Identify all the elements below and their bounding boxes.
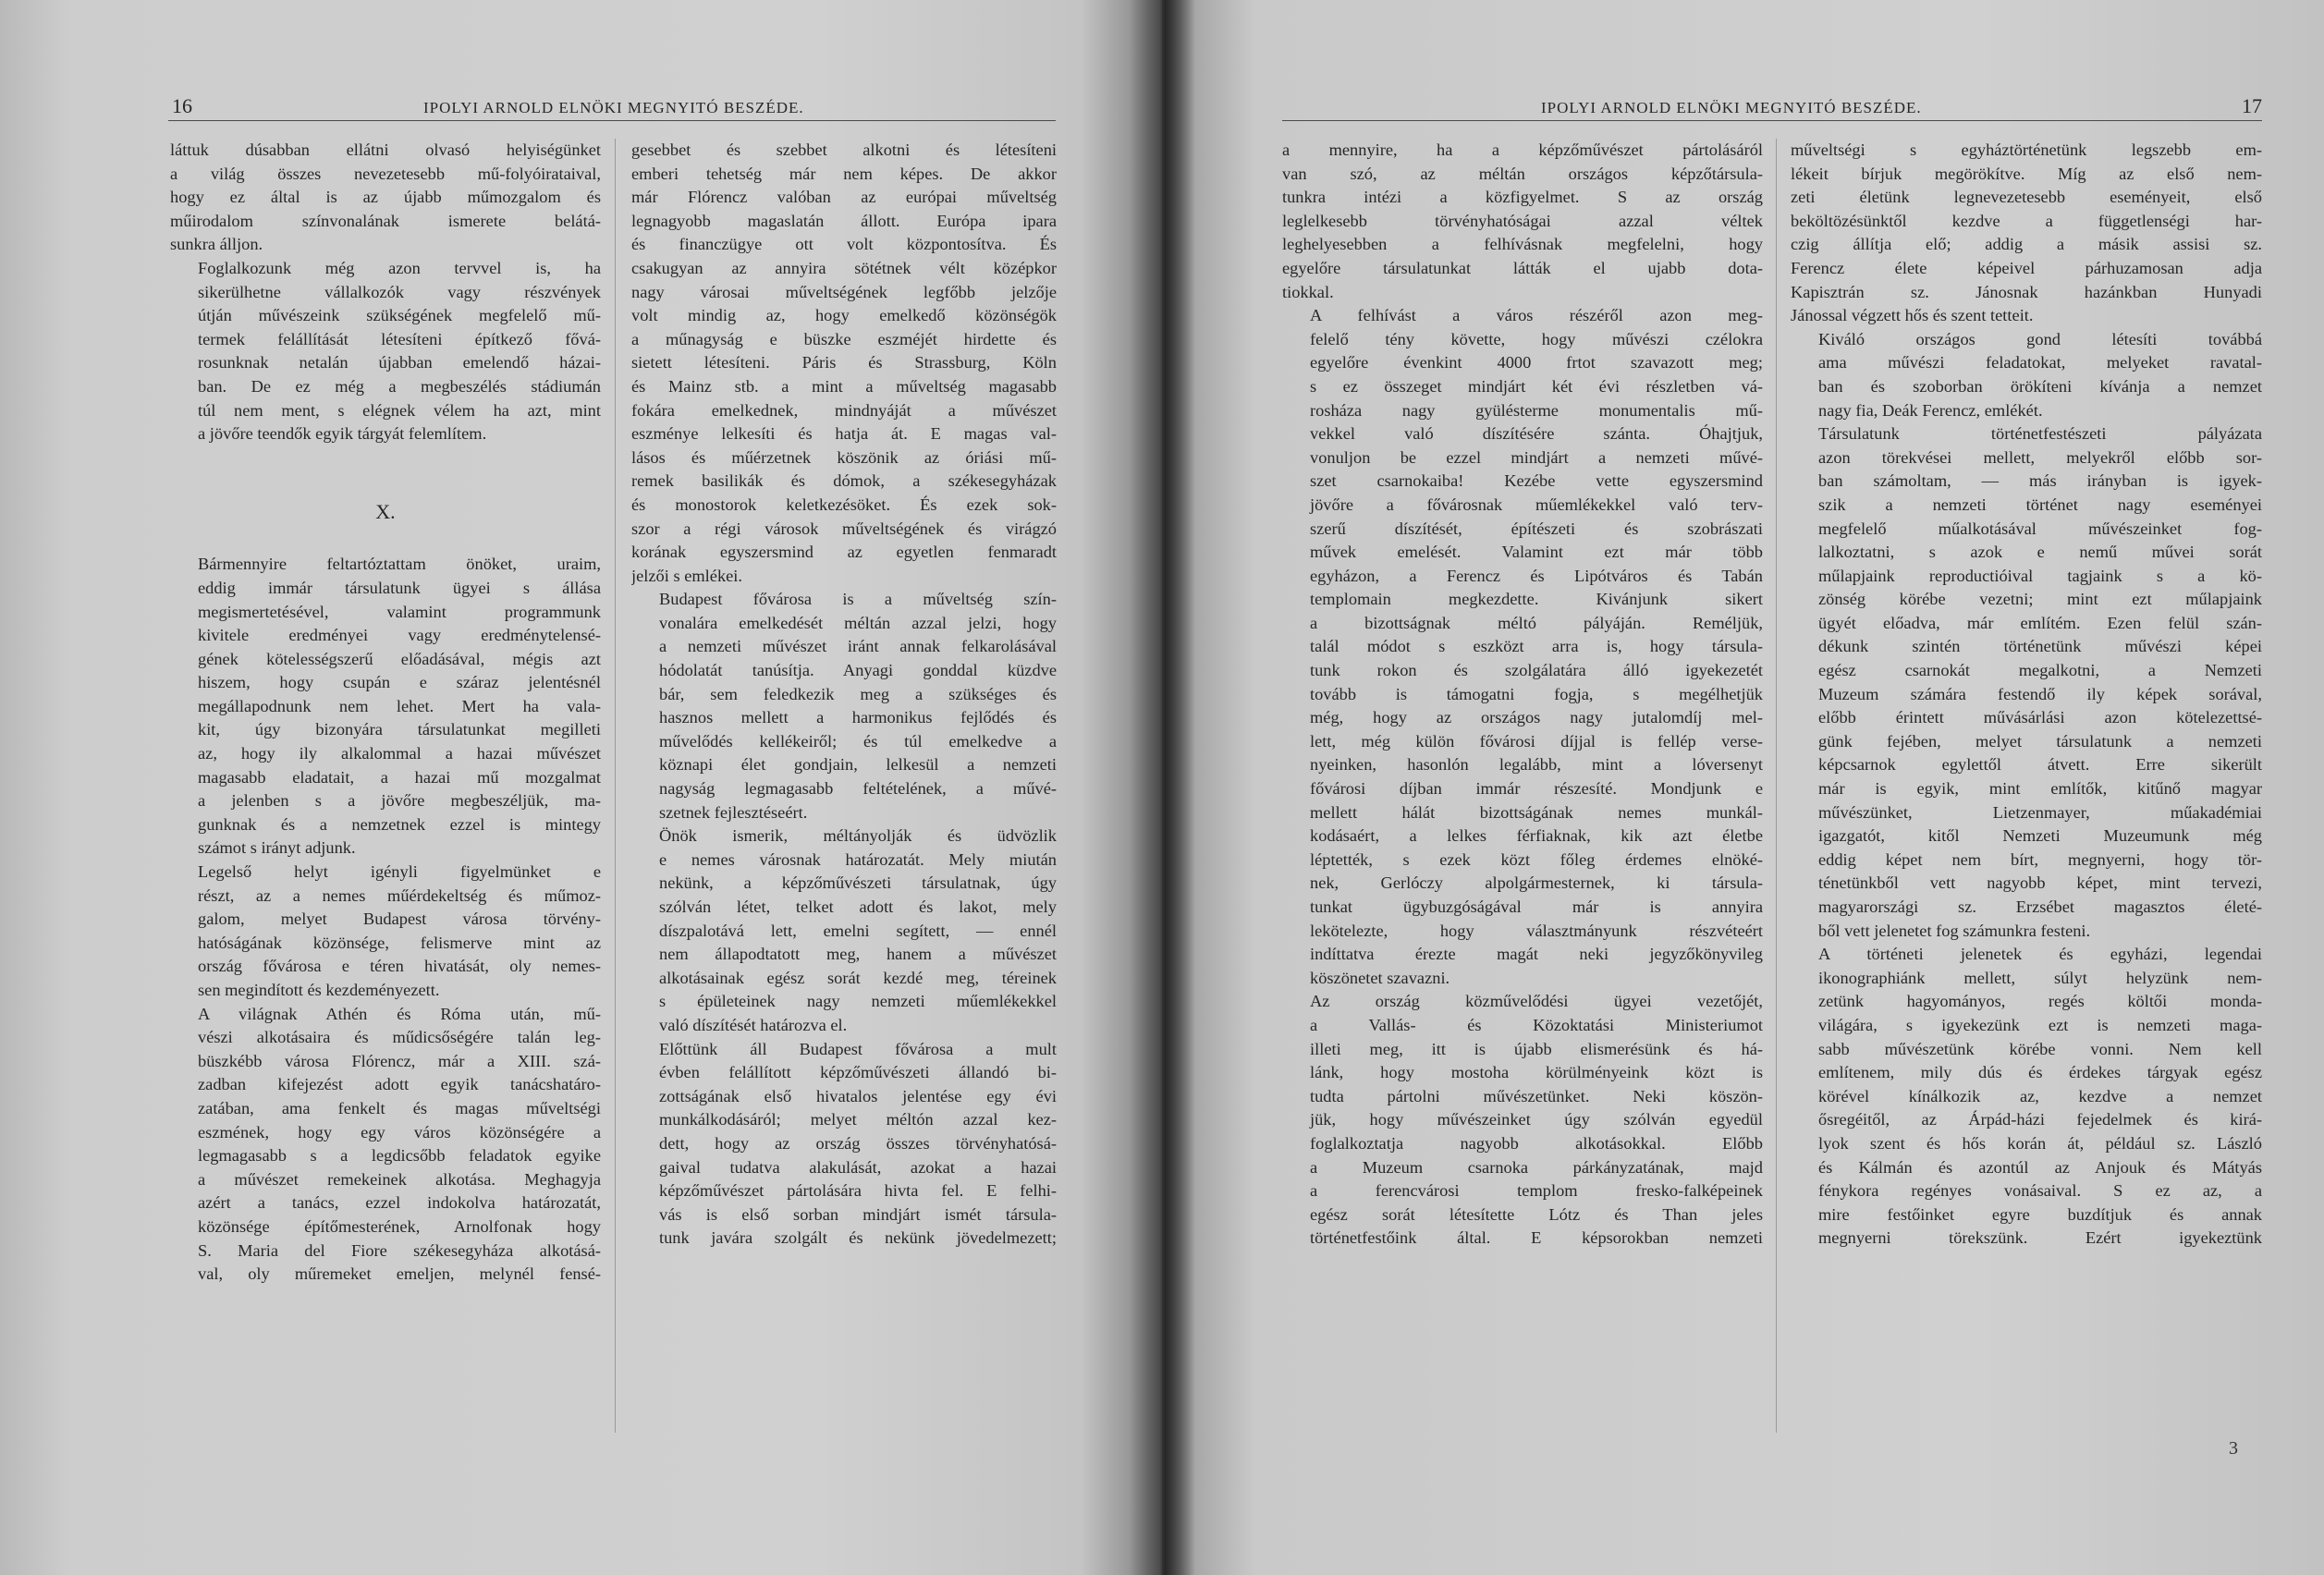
text-line: Ferencz élete képeivel párhuzamosan adja	[1791, 258, 2262, 277]
text-line: sen megindított és kezdeményezett.	[198, 981, 440, 999]
text-line: nyeinken, hasonlón legalább, mint a lóversenyt	[1310, 755, 1763, 775]
right-page-header	[1541, 94, 2262, 116]
text-line: a Muzeum csarnoka párkányzatának, majd	[1310, 1157, 1763, 1177]
text-line: lett, még külön fővárosi díjjal is fellép verse-	[1310, 731, 1763, 751]
text-line: mellett hálát bizottságának nemes munkál-	[1310, 802, 1763, 822]
text-line: nem állapodtatott meg, hanem a művészet	[659, 945, 1057, 964]
left-page-header	[172, 94, 1059, 116]
text-line: és Mainz stb. a mint a műveltség magasabb	[631, 376, 1057, 396]
text-line: vonuljon be ezzel mindjárt a nemzeti művé-	[1310, 447, 1763, 467]
text-line: dékunk szintén történetünk művészi képei	[1818, 637, 2262, 656]
text-line: Budapest fővárosa is a műveltség szín-	[659, 590, 1057, 609]
text-line: hódolatát tanúsítja. Anyagi gonddal küzdve	[659, 661, 1057, 680]
text-line: magyarországi sz. Erzsébet magasztos életé-	[1818, 897, 2262, 916]
text-line: egész sorát létesítette Lótz és Than jeles	[1310, 1204, 1763, 1224]
text-line: legnagyobb magaslatán állott. Európa ipara	[631, 211, 1057, 230]
right-column-2	[1791, 139, 2262, 1251]
text-line: eszmének, hogy egy város közönségére a	[198, 1122, 601, 1142]
section-heading: X.	[375, 499, 396, 523]
text-line: világára, s igyekezünk ezt is nemzeti maga-	[1818, 1015, 2262, 1034]
text-line: ügyét előadva, már említém. Ezen felül szán-	[1818, 613, 2262, 632]
text-line: illeti meg, itt is újabb elismerésünk és há-	[1310, 1039, 1763, 1058]
text-line: val, oly műremeket emeljen, melynél fensé-	[198, 1264, 601, 1284]
text-line: lyok szent és hős korán át, például sz. László	[1818, 1133, 2262, 1153]
text-line: büszkébb városa Flórencz, már a XIII. szá-	[198, 1051, 601, 1070]
text-line: vészi alkotásaira és műdicsőségére talán leg-	[198, 1028, 601, 1047]
text-line: alkotásainak egész sorát kezdé meg, téreinek	[659, 968, 1057, 987]
text-line: részt, az a nemes műérdekeltség és műmoz-	[198, 885, 601, 905]
text-line: ténetünkből vett nagyobb képet, mint tervezi,	[1818, 873, 2262, 893]
text-line: czig állítja elő; addig a másik assisi sz.	[1791, 235, 2262, 254]
text-line: leglelkesebb törvényhatóságai azzal véltek	[1282, 211, 1763, 230]
left-column-1	[170, 139, 601, 1287]
text-line: fővárosi díjban immár részesíté. Mondjunk e	[1310, 779, 1763, 799]
text-line: közönsége építőmesterének, Arnolfonak hogy	[198, 1216, 601, 1236]
text-line: ikonographiánk mellett, súlyt helyzünk nem-	[1818, 968, 2262, 987]
text-line: Önök ismerik, méltányolják és üdvözlik	[659, 826, 1057, 846]
paragraph	[631, 1038, 1057, 1251]
text-line: zadban kifejezést adott egyik tanácshatáro-	[198, 1075, 601, 1094]
text-line: s épületeinek nagy nemzeti műemlékekkel	[659, 992, 1057, 1011]
text-line: köszönetet szavazni.	[1310, 968, 1450, 987]
right-page	[1162, 0, 2324, 1575]
text-line: említenem, mily dús és érdekes tárgyak egész	[1818, 1063, 2262, 1082]
text-line: volt mindig az, hogy emelkedő közönségök	[631, 306, 1057, 325]
text-line: hiszem, hogy csupán e száraz jelentésnél	[198, 673, 601, 692]
text-line: láttuk dúsabban ellátni olvasó helyiségünket	[170, 140, 601, 159]
text-line: ban számoltam, — más irányban is igyek-	[1818, 471, 2262, 491]
text-line: eddig immár társulatunk ügyei s állása	[198, 578, 601, 597]
text-line: műirodalom színvonalának ismerete belátá-	[170, 211, 601, 230]
text-line: nek, Gerlóczy alpolgármesternek, ki társula-	[1310, 873, 1763, 893]
text-line: Jánossal végzett hős és szent tetteit.	[1791, 306, 2034, 325]
paragraph	[170, 1003, 601, 1287]
text-line: tudta pártolni művészetünket. Neki köszön-	[1310, 1086, 1763, 1105]
text-line: Társulatunk történetfestészeti pályázata	[1818, 424, 2262, 444]
text-line: kodásaért, a lelkes férfiaknak, kik azt életbe	[1310, 826, 1763, 846]
paragraph	[1791, 328, 2262, 422]
text-line: günk fejében, melyet társulatunk a nemzeti	[1818, 731, 2262, 751]
text-line: Muzeum számára festendő ily képek sorával,	[1818, 684, 2262, 703]
text-line: a bizottságnak méltó pályáján. Reméljük,	[1310, 613, 1763, 632]
text-line: szerű díszítését, építészeti és szobrászati	[1310, 519, 1763, 538]
text-line: ban. De ez még a megbeszélés stádiumán	[198, 376, 601, 396]
text-line: képzőművészet pártolására hivta fel. E felhi-	[659, 1181, 1057, 1201]
text-line: a nemzeti művészet iránt annak felkarolásával	[659, 637, 1057, 656]
text-line: tunkat ügybuzgóságával már is annyira	[1310, 897, 1763, 916]
text-line: eszménye lelkesíti és hatja át. E magas val-	[631, 424, 1057, 444]
text-line: zottságának első hivatalos jelentése egy évi	[659, 1086, 1057, 1105]
text-line: tovább is támogatni fogja, s megélhetjük	[1310, 684, 1763, 703]
text-line: sietett létesíteni. Páris és Strassburg, Köln	[631, 353, 1057, 372]
text-line: ősregéitől, az Árpád-házi fejedelmek és kirá-	[1818, 1110, 2262, 1129]
text-line: legmagasabb s a legdicsőbb feladatok egyike	[198, 1146, 601, 1166]
text-line: nagy városai műveltségének legfőbb jelzője	[631, 282, 1057, 301]
left-column-divider	[615, 139, 616, 1433]
text-line: azért a tanács, ezzel indokolva határozatát,	[198, 1193, 601, 1213]
text-line: még, hogy az országos nagy jutalomdíj mel-	[1310, 708, 1763, 727]
text-line: megnyerni törekszünk. Ezért igyekeztünk	[1818, 1228, 2262, 1248]
text-line: ország fővárosa e téren hivatását, oly nemes-	[198, 957, 601, 976]
text-line: nagyság legmagasabb feltételének, a művé-	[659, 779, 1057, 799]
paragraph	[1791, 943, 2262, 1251]
left-column-2	[631, 139, 1057, 1251]
text-line: Kiváló országos gond létesíti továbbá	[1818, 329, 2262, 348]
text-line: a művészet remekeinek alkotása. Meghagyja	[198, 1169, 601, 1189]
text-line: már is egyik, mint említők, kitűnő magyar	[1818, 779, 2262, 799]
text-line: ama művészi feladatokat, melyeket ravatal-	[1818, 353, 2262, 372]
text-line: gunknak és a nemzetnek ezzel is mintegy	[198, 814, 601, 834]
text-line: művészünket, Lietzenmayer, műakadémiai	[1818, 802, 2262, 822]
paragraph	[1282, 990, 1763, 1251]
text-line: zatában, ama fenkelt és magas műveltségi	[198, 1098, 601, 1117]
text-line: vekkel való díszítésére szánta. Óhajtjuk,	[1310, 424, 1763, 444]
text-line: szólván létet, telket adott és lakot, mely	[659, 897, 1057, 916]
text-line: leghelyesebben a felhívásnak megfelelni, hogy	[1282, 235, 1763, 254]
text-line: e nemes városnak határozatát. Mely miután	[659, 849, 1057, 869]
paragraph	[631, 139, 1057, 588]
text-line: Bármennyire feltartóztattam önöket, uraim,	[198, 555, 601, 574]
text-line: történetfestőink által. E képsorokban nemzeti	[1310, 1228, 1763, 1248]
text-line: mire festőinket egyre buzdítjuk és annak	[1818, 1204, 2262, 1224]
text-line: szetnek fejlesztéseért.	[659, 802, 808, 822]
text-line: egyelőre társulatunkat látták el ujabb dota-	[1282, 258, 1763, 277]
text-line: művelődés kellékeiről; és túl emelkedve a	[659, 731, 1057, 751]
text-line: dett, hogy az ország összes törvényhatósá-	[659, 1133, 1057, 1153]
text-line: lekötelezte, hogy választmányunk részvéteért	[1310, 921, 1763, 940]
text-line: zeti életünk legnevezetesebb eseményeit, első	[1791, 188, 2262, 207]
text-line: köznapi élet gondjain, lelkesül a nemzeti	[659, 755, 1057, 775]
left-running-title: IPOLYI ARNOLD ELNÖKI MEGNYITÓ BESZÉDE.	[423, 99, 804, 116]
text-line: évben felállított képzőművészeti állandó bi-	[659, 1063, 1057, 1082]
text-line: galom, melyet Budapest városa törvény-	[198, 910, 601, 929]
text-line: kit, úgy bizonyára társulatunkat megilleti	[198, 720, 601, 739]
text-line: megfelelő műalkotásával művészeinket fog-	[1818, 519, 2262, 538]
text-line: megismertetésével, valamint programmunk	[198, 602, 601, 621]
text-line: és financzügye ott volt központosítva. És	[631, 235, 1057, 254]
text-line: a jelenben s a jövőre megbeszéljük, ma-	[198, 791, 601, 811]
text-line: szor a régi városok műveltségének és virágzó	[631, 519, 1057, 538]
text-line: megállapodnunk nem lehet. Mert ha vala-	[198, 696, 601, 715]
text-line: lánk, hogy mostoha körülményeink közt is	[1310, 1063, 1763, 1082]
text-line: egyházon, a Ferencz és Lipótváros és Tabán	[1310, 566, 1763, 585]
text-line: Az ország közművelődési ügyei vezetőjét,	[1310, 992, 1763, 1011]
text-line: foglalkoztatja nagyobb alkotásokkal. Előbb	[1310, 1133, 1763, 1153]
text-line: hasznos mellett a harmonikus fejlődés és	[659, 708, 1057, 727]
text-line: csakugyan az annyira sötétnek vélt középkor	[631, 258, 1057, 277]
text-line: rosháza nagy gyülésterme monumentalis mű-	[1310, 400, 1763, 420]
text-line: A történeti jelenetek és egyházi, legendai	[1818, 945, 2262, 964]
right-column-divider	[1776, 139, 1777, 1433]
paragraph	[1791, 422, 2262, 943]
paragraph	[1282, 139, 1763, 304]
text-line: számot s irányt adjunk.	[198, 838, 356, 858]
text-line: lékeit bírjuk megörökítve. Míg az első nem-	[1791, 164, 2262, 183]
text-line: korának egyszersmind az egyetlen fenmaradt	[631, 543, 1057, 562]
text-line: szet csarnokaiba! Kezébe vette egyszersmind	[1310, 471, 1763, 491]
text-line: igazgatót, kitől Nemzeti Muzeumunk még	[1818, 826, 2262, 846]
text-line: egyelőre évenkint 4000 frtot szavazott meg;	[1310, 353, 1763, 372]
text-line: a világ összes nevezetesebb mű-folyóirataival,	[170, 164, 601, 183]
left-header-rule	[168, 120, 1056, 121]
text-line: beköltözésünktől kezdve a függetlenségi har-	[1791, 211, 2262, 230]
text-line: sabb művészetünk körébe vonni. Nem kell	[1818, 1039, 2262, 1058]
text-line: emberi tehetség már nem képes. De akkor	[631, 164, 1057, 183]
text-line: túl nem ment, s elégnek vélem ha azt, mint	[198, 400, 601, 420]
text-line: gesebbet és szebbet alkotni és létesíteni	[631, 140, 1057, 159]
text-line: jövőre a fővárosnak műemlékekkel való terv-	[1310, 494, 1763, 514]
right-column-1	[1282, 139, 1763, 1251]
text-line: sunkra álljon.	[170, 235, 263, 254]
text-line: való díszítését határozva el.	[659, 1015, 848, 1034]
text-line: léptették, s ezek közt főleg érdemes elnöké-	[1310, 849, 1763, 869]
text-line: egész csarnokát megalkotni, a Nemzeti	[1818, 661, 2262, 680]
text-line: a jövőre teendők egyik tárgyát felemlítem.	[198, 424, 487, 444]
text-line: Legelső helyt igényli figyelmünket e	[198, 862, 601, 882]
text-line: felelő tény követte, hogy művészi czélokra	[1310, 329, 1763, 348]
text-line: Kapisztrán sz. Jánosnak hazánkban Hunyadi	[1791, 282, 2262, 301]
text-line: ből vett jelenetet fog számunkra festeni.	[1818, 921, 2091, 940]
left-page-number: 16	[172, 94, 192, 117]
text-line: a Vallás- és Közoktatási Ministeriumot	[1310, 1015, 1763, 1034]
text-line: nekünk, a képzőművészeti társulatnak, úgy	[659, 873, 1057, 893]
text-line: szik a nemzeti történet nagy eseményei	[1818, 494, 2262, 514]
text-line: előbb érintett művásárlási azon kötelezettsé-	[1818, 708, 2262, 727]
text-line: útján művészeink szükségének megfelelő mű-	[198, 306, 601, 325]
paragraph	[631, 588, 1057, 824]
text-line: tunkra intézi a közfigyelmet. S az ország	[1282, 188, 1763, 207]
text-line: talál módot s eszközt arra is, hogy társula-	[1310, 637, 1763, 656]
text-line: Előttünk áll Budapest fővárosa a mult	[659, 1039, 1057, 1058]
paragraph	[631, 824, 1057, 1037]
signature-mark: 3	[2229, 1438, 2238, 1459]
text-line: gének kötelességszerű előadásával, mégis azt	[198, 649, 601, 668]
text-line: gaival tudatva alakulását, azokat a hazai	[659, 1157, 1057, 1177]
text-line: vás is első sorban mindjárt ismét társula-	[659, 1204, 1057, 1224]
text-line: ban és szoborban örökíteni kívánja a nemzet	[1818, 376, 2262, 396]
text-line: templomain megkezdette. Kivánjunk sikert	[1310, 590, 1763, 609]
text-line: díszpalotává lett, emelni segített, — ennél	[659, 921, 1057, 940]
text-line: s ez összeget mindjárt két évi részletben vá-	[1310, 376, 1763, 396]
text-line: képcsarnok egylettől átvett. Erre sikerült	[1818, 755, 2262, 775]
text-line: Foglalkozunk még azon tervvel is, ha	[198, 258, 601, 277]
right-page-number: 17	[2242, 94, 2262, 117]
text-line: a műnagyság e büszke eszméjét hirdette és	[631, 329, 1057, 348]
text-line: és Kálmán és azontúl az Anjouk és Mátyás	[1818, 1157, 2262, 1177]
text-line: és monostorok keletkezésöket. És ezek sok-	[631, 494, 1057, 514]
paragraph	[170, 553, 601, 861]
paragraph	[170, 139, 601, 257]
text-line: a mennyire, ha a képzőművészet pártolásáról	[1282, 140, 1763, 159]
text-line: lásos és műérzetnek köszönik az óriási mű-	[631, 447, 1057, 467]
text-line: lalkoztatni, s azok e nemű művei sorát	[1818, 543, 2262, 562]
text-line: tunk javára szolgált és nekünk jövedelmezett;	[659, 1228, 1057, 1248]
text-line: munkálkodásáról; melyet méltón azzal kez-	[659, 1110, 1057, 1129]
right-running-title: IPOLYI ARNOLD ELNÖKI MEGNYITÓ BESZÉDE.	[1541, 99, 1922, 116]
paragraph	[170, 257, 601, 446]
text-line: sikerülhetne vállalkozók vagy részvények	[198, 282, 601, 301]
text-line: azon törekvései mellett, melyekről előbb sor-	[1818, 447, 2262, 467]
right-header-rule	[1282, 120, 2262, 121]
text-line: fénykora regényes vonásaival. S ez az, a	[1818, 1181, 2262, 1201]
text-line: műlapjaink reproductióival tagjaink s a kö-	[1818, 566, 2262, 585]
text-line: zetünk hagyományos, regés költői monda-	[1818, 992, 2262, 1011]
text-line: fokára emelkednek, mindnyáját a művészet	[631, 400, 1057, 420]
book-gutter	[1130, 0, 1194, 1575]
text-line: körével kínálkozik az, kezdve a nemzet	[1818, 1086, 2262, 1105]
paragraph	[170, 861, 601, 1003]
text-line: magasabb eladatait, a hazai mű mozgalmat	[198, 767, 601, 787]
text-line: jük, hogy művészeinket úgy szólván egyedül	[1310, 1110, 1763, 1129]
text-line: A felhívást a város részéről azon meg-	[1310, 306, 1763, 325]
text-line: művek emelését. Valamint ezt már több	[1310, 543, 1763, 562]
text-line: hatóságának közönsége, felismerve mint az	[198, 933, 601, 952]
text-line: van szó, az méltán országos képzőtársula-	[1282, 164, 1763, 183]
text-line: az, hogy ily alkalommal a hazai művészet	[198, 744, 601, 763]
text-line: jelzői s emlékei.	[631, 566, 743, 585]
text-line: A világnak Athén és Róma után, mű-	[198, 1004, 601, 1023]
text-line: termek felállítását létesíteni építkező fővá-	[198, 329, 601, 348]
text-line: bár, sem feledkezik meg a szükséges és	[659, 684, 1057, 703]
paragraph	[1791, 139, 2262, 328]
text-line: már Flórencz valóban az európai műveltség	[631, 188, 1057, 207]
text-line: vonalára emelkedését méltán azzal jelzi, hogy	[659, 613, 1057, 632]
paragraph	[1282, 304, 1763, 990]
text-line: a ferencvárosi templom fresko-falképeinek	[1310, 1181, 1763, 1201]
text-line: indíttatva érezte magát neki jegyzőkönyvileg	[1310, 945, 1763, 964]
text-line: remek basilikák és dómok, a székesegyházak	[631, 471, 1057, 491]
text-line: kivitele eredményei vagy eredménytelensé-	[198, 626, 601, 645]
text-line: rosunknak netalán újabban emelendő házai-	[198, 353, 601, 372]
text-line: eddig képet nem bírt, megnyerni, hogy tör-	[1818, 849, 2262, 869]
text-line: S. Maria del Fiore székesegyháza alkotásá-	[198, 1240, 601, 1260]
text-line: műveltségi s egyháztörténetünk legszebb em-	[1791, 140, 2262, 159]
text-line: nagy fia, Deák Ferencz, emlékét.	[1818, 400, 2043, 420]
text-line: hogy ez által is az újabb műmozgalom és	[170, 188, 601, 207]
text-line: tiokkal.	[1282, 282, 1334, 301]
text-line: zönség körébe vezetni; mint ezt műlapjaink	[1818, 590, 2262, 609]
text-line: tunk rokon és szolgálatára álló igyekezetét	[1310, 661, 1763, 680]
